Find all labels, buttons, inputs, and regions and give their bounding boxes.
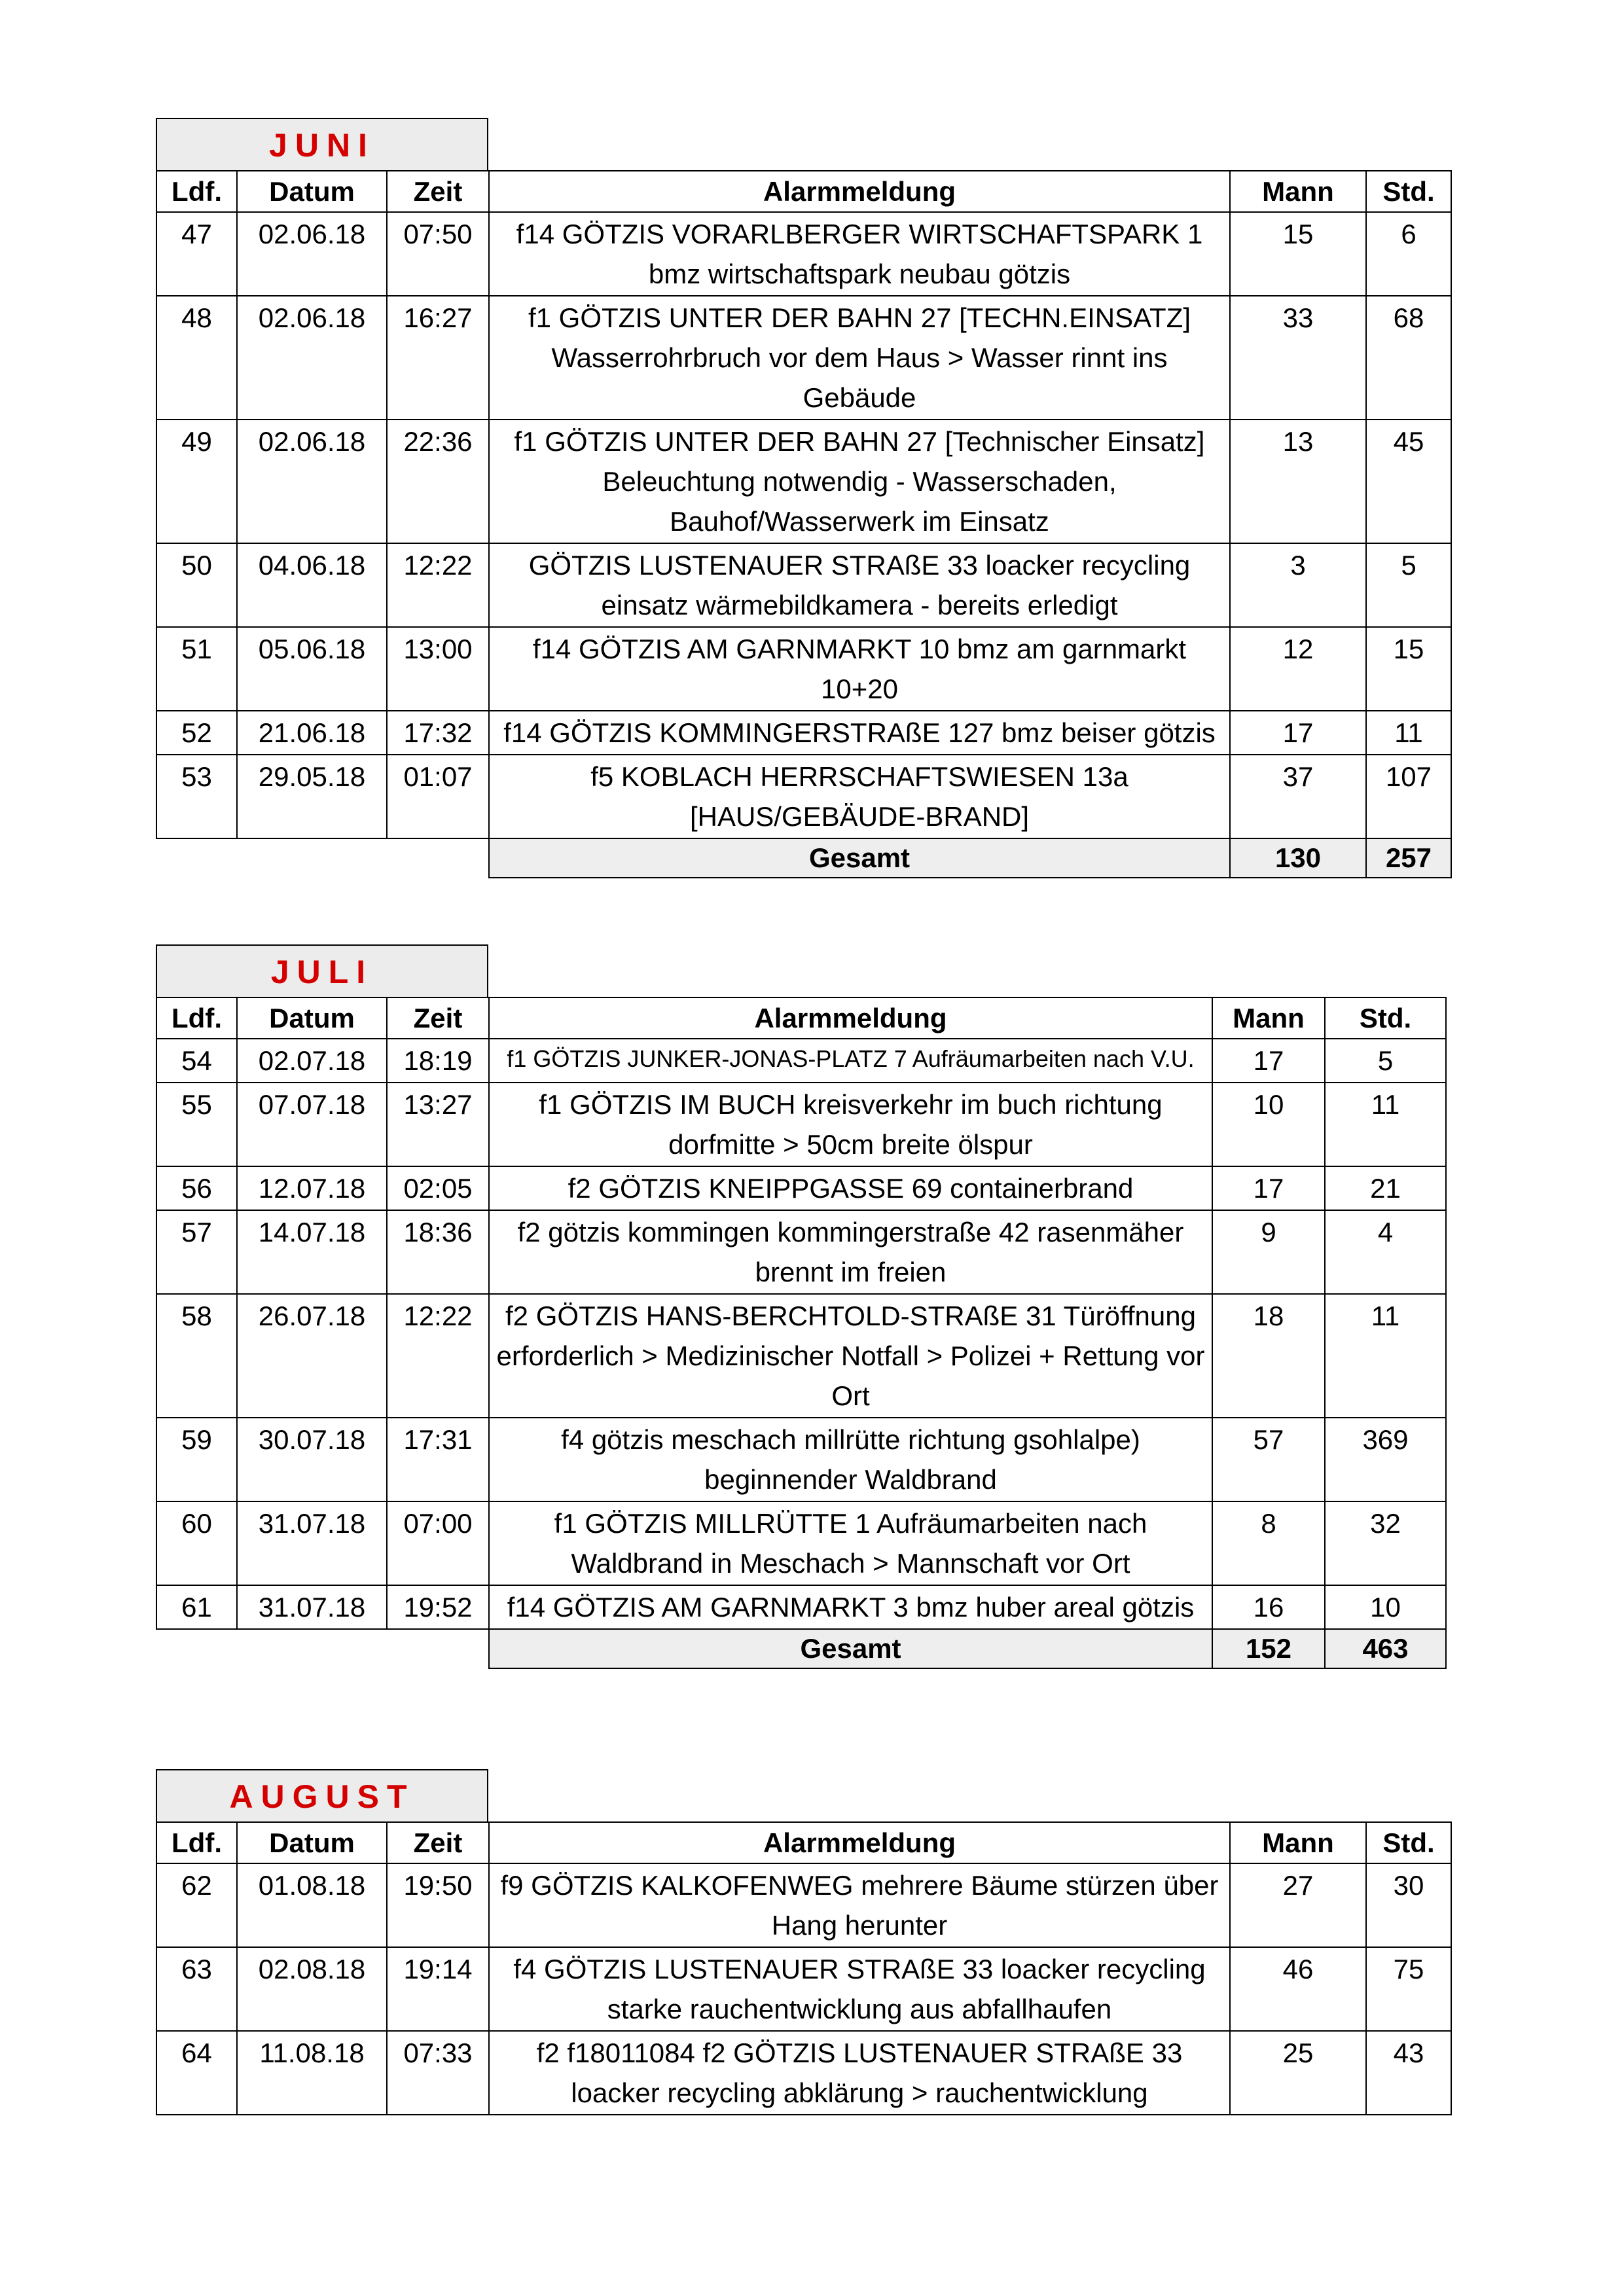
table-row [156, 2031, 1451, 2115]
cell-ldf: 60 [156, 1501, 237, 1585]
cell-mann: 3 [1230, 543, 1366, 627]
header-zeit: Zeit [387, 171, 489, 212]
cell-mann: 10 [1212, 1083, 1325, 1166]
cell-alarm: f1 GÖTZIS UNTER DER BAHN 27 [Technischer Einsatz] Beleuchtung notwendig - Wasserschaden, Bauhof/Wasserwerk im Einsatz [489, 420, 1230, 543]
cell-ldf: 50 [156, 543, 237, 627]
header-zeit: Zeit [387, 997, 489, 1039]
cell-ldf: 55 [156, 1083, 237, 1166]
cell-zeit: 01:07 [387, 755, 489, 838]
total-spacer [156, 838, 489, 878]
cell-zeit: 02:05 [387, 1166, 489, 1210]
total-row [156, 838, 1451, 878]
header-alarm: Alarmmeldung [489, 171, 1230, 212]
cell-datum: 01.08.18 [237, 1863, 387, 1947]
cell-alarm: GÖTZIS LUSTENAUER STRAßE 33 loacker recycling einsatz wärmebildkamera - bereits erledigt [489, 543, 1230, 627]
table-row [156, 1501, 1446, 1585]
cell-datum: 26.07.18 [237, 1294, 387, 1418]
alarm-table [156, 1821, 1452, 2115]
total-mann: 152 [1212, 1629, 1325, 1668]
cell-std: 30 [1366, 1863, 1451, 1947]
cell-zeit: 17:31 [387, 1418, 489, 1501]
cell-std: 45 [1366, 420, 1451, 543]
cell-datum: 07.07.18 [237, 1083, 387, 1166]
cell-mann: 25 [1230, 2031, 1366, 2115]
table-row [156, 296, 1451, 420]
header-ldf: Ldf. [156, 1822, 237, 1863]
cell-std: 11 [1366, 711, 1451, 755]
header-row [156, 1822, 1451, 1863]
cell-datum: 02.08.18 [237, 1947, 387, 2031]
cell-alarm: f14 GÖTZIS KOMMINGERSTRAßE 127 bmz beiser götzis [489, 711, 1230, 755]
cell-mann: 46 [1230, 1947, 1366, 2031]
header-mann: Mann [1212, 997, 1325, 1039]
cell-ldf: 53 [156, 755, 237, 838]
total-row [156, 1629, 1446, 1668]
cell-std: 10 [1325, 1585, 1446, 1629]
cell-std: 5 [1366, 543, 1451, 627]
header-alarm: Alarmmeldung [489, 1822, 1230, 1863]
cell-std: 11 [1325, 1083, 1446, 1166]
table-row [156, 627, 1451, 711]
cell-mann: 57 [1212, 1418, 1325, 1501]
header-mann: Mann [1230, 171, 1366, 212]
cell-alarm: f4 GÖTZIS LUSTENAUER STRAßE 33 loacker recycling starke rauchentwicklung aus abfallhaufen [489, 1947, 1230, 2031]
cell-datum: 30.07.18 [237, 1418, 387, 1501]
table-row [156, 1947, 1451, 2031]
cell-ldf: 54 [156, 1039, 237, 1083]
header-zeit: Zeit [387, 1822, 489, 1863]
header-datum: Datum [237, 171, 387, 212]
cell-mann: 15 [1230, 212, 1366, 296]
cell-ldf: 51 [156, 627, 237, 711]
cell-datum: 02.07.18 [237, 1039, 387, 1083]
total-mann: 130 [1230, 838, 1366, 878]
cell-zeit: 18:36 [387, 1210, 489, 1294]
cell-alarm: f4 götzis meschach millrütte richtung gsohlalpe) beginnender Waldbrand [489, 1418, 1212, 1501]
month-title: JULI [156, 944, 488, 997]
cell-mann: 13 [1230, 420, 1366, 543]
cell-ldf: 58 [156, 1294, 237, 1418]
cell-zeit: 19:50 [387, 1863, 489, 1947]
cell-std: 15 [1366, 627, 1451, 711]
cell-datum: 12.07.18 [237, 1166, 387, 1210]
cell-alarm: f14 GÖTZIS AM GARNMARKT 10 bmz am garnmarkt 10+20 [489, 627, 1230, 711]
total-label: Gesamt [489, 838, 1230, 878]
cell-alarm: f1 GÖTZIS IM BUCH kreisverkehr im buch richtung dorfmitte > 50cm breite ölspur [489, 1083, 1212, 1166]
cell-zeit: 19:52 [387, 1585, 489, 1629]
cell-std: 4 [1325, 1210, 1446, 1294]
cell-datum: 02.06.18 [237, 212, 387, 296]
total-std: 463 [1325, 1629, 1446, 1668]
month-title: AUGUST [156, 1769, 488, 1821]
cell-zeit: 07:33 [387, 2031, 489, 2115]
cell-zeit: 12:22 [387, 543, 489, 627]
header-row [156, 171, 1451, 212]
cell-alarm: f14 GÖTZIS AM GARNMARKT 3 bmz huber areal götzis [489, 1585, 1212, 1629]
cell-datum: 11.08.18 [237, 2031, 387, 2115]
cell-mann: 18 [1212, 1294, 1325, 1418]
cell-ldf: 62 [156, 1863, 237, 1947]
cell-ldf: 52 [156, 711, 237, 755]
cell-ldf: 48 [156, 296, 237, 420]
cell-ldf: 57 [156, 1210, 237, 1294]
cell-mann: 8 [1212, 1501, 1325, 1585]
cell-zeit: 07:00 [387, 1501, 489, 1585]
cell-mann: 37 [1230, 755, 1366, 838]
cell-mann: 12 [1230, 627, 1366, 711]
cell-ldf: 47 [156, 212, 237, 296]
cell-alarm: f2 götzis kommingen kommingerstraße 42 rasenmäher brennt im freien [489, 1210, 1212, 1294]
cell-std: 32 [1325, 1501, 1446, 1585]
cell-datum: 02.06.18 [237, 420, 387, 543]
cell-ldf: 64 [156, 2031, 237, 2115]
table-row [156, 1863, 1451, 1947]
cell-alarm: f5 KOBLACH HERRSCHAFTSWIESEN 13a [HAUS/GEBÄUDE-BRAND] [489, 755, 1230, 838]
cell-std: 11 [1325, 1294, 1446, 1418]
cell-mann: 16 [1212, 1585, 1325, 1629]
table-row [156, 1083, 1446, 1166]
cell-datum: 02.06.18 [237, 296, 387, 420]
cell-datum: 05.06.18 [237, 627, 387, 711]
cell-zeit: 18:19 [387, 1039, 489, 1083]
cell-ldf: 63 [156, 1947, 237, 2031]
cell-alarm: f1 GÖTZIS JUNKER-JONAS-PLATZ 7 Aufräumarbeiten nach V.U. [489, 1039, 1212, 1083]
alarm-table [156, 170, 1452, 878]
cell-zeit: 16:27 [387, 296, 489, 420]
cell-std: 369 [1325, 1418, 1446, 1501]
month-title: JUNI [156, 118, 488, 170]
cell-mann: 33 [1230, 296, 1366, 420]
cell-datum: 21.06.18 [237, 711, 387, 755]
cell-ldf: 61 [156, 1585, 237, 1629]
cell-datum: 14.07.18 [237, 1210, 387, 1294]
cell-datum: 29.05.18 [237, 755, 387, 838]
table-row [156, 1294, 1446, 1418]
header-datum: Datum [237, 997, 387, 1039]
table-row [156, 711, 1451, 755]
header-ldf: Ldf. [156, 997, 237, 1039]
cell-alarm: f14 GÖTZIS VORARLBERGER WIRTSCHAFTSPARK 1 bmz wirtschaftspark neubau götzis [489, 212, 1230, 296]
table-row [156, 1418, 1446, 1501]
cell-datum: 31.07.18 [237, 1585, 387, 1629]
cell-std: 6 [1366, 212, 1451, 296]
table-row [156, 420, 1451, 543]
cell-alarm: f9 GÖTZIS KALKOFENWEG mehrere Bäume stürzen über Hang herunter [489, 1863, 1230, 1947]
cell-alarm: f1 GÖTZIS UNTER DER BAHN 27 [TECHN.EINSATZ] Wasserrohrbruch vor dem Haus > Wasser rinnt ins Gebäude [489, 296, 1230, 420]
cell-mann: 17 [1230, 711, 1366, 755]
header-std: Std. [1325, 997, 1446, 1039]
cell-ldf: 56 [156, 1166, 237, 1210]
cell-zeit: 13:00 [387, 627, 489, 711]
cell-std: 75 [1366, 1947, 1451, 2031]
table-row [156, 212, 1451, 296]
header-std: Std. [1366, 171, 1451, 212]
cell-mann: 17 [1212, 1039, 1325, 1083]
table-row [156, 1210, 1446, 1294]
header-ldf: Ldf. [156, 171, 237, 212]
cell-zeit: 13:27 [387, 1083, 489, 1166]
total-spacer [156, 1629, 489, 1668]
cell-zeit: 07:50 [387, 212, 489, 296]
table-row [156, 755, 1451, 838]
cell-alarm: f2 GÖTZIS KNEIPPGASSE 69 containerbrand [489, 1166, 1212, 1210]
cell-ldf: 59 [156, 1418, 237, 1501]
cell-std: 21 [1325, 1166, 1446, 1210]
cell-mann: 17 [1212, 1166, 1325, 1210]
cell-std: 107 [1366, 755, 1451, 838]
cell-mann: 27 [1230, 1863, 1366, 1947]
cell-std: 5 [1325, 1039, 1446, 1083]
header-row [156, 997, 1446, 1039]
cell-zeit: 22:36 [387, 420, 489, 543]
cell-zeit: 19:14 [387, 1947, 489, 2031]
cell-alarm: f2 f18011084 f2 GÖTZIS LUSTENAUER STRAßE 33 loacker recycling abklärung > rauchentwicklung [489, 2031, 1230, 2115]
cell-zeit: 12:22 [387, 1294, 489, 1418]
cell-ldf: 49 [156, 420, 237, 543]
cell-datum: 04.06.18 [237, 543, 387, 627]
table-row [156, 1585, 1446, 1629]
cell-std: 68 [1366, 296, 1451, 420]
cell-zeit: 17:32 [387, 711, 489, 755]
table-row [156, 543, 1451, 627]
header-std: Std. [1366, 1822, 1451, 1863]
cell-alarm: f2 GÖTZIS HANS-BERCHTOLD-STRAßE 31 Türöffnung erforderlich > Medizinischer Notfall > Polizei + Rettung vor Ort [489, 1294, 1212, 1418]
cell-datum: 31.07.18 [237, 1501, 387, 1585]
table-row [156, 1166, 1446, 1210]
total-std: 257 [1366, 838, 1451, 878]
table-row [156, 1039, 1446, 1083]
header-datum: Datum [237, 1822, 387, 1863]
alarm-table [156, 997, 1447, 1669]
cell-alarm: f1 GÖTZIS MILLRÜTTE 1 Aufräumarbeiten nach Waldbrand in Meschach > Mannschaft vor Ort [489, 1501, 1212, 1585]
cell-mann: 9 [1212, 1210, 1325, 1294]
total-label: Gesamt [489, 1629, 1212, 1668]
header-mann: Mann [1230, 1822, 1366, 1863]
cell-std: 43 [1366, 2031, 1451, 2115]
header-alarm: Alarmmeldung [489, 997, 1212, 1039]
